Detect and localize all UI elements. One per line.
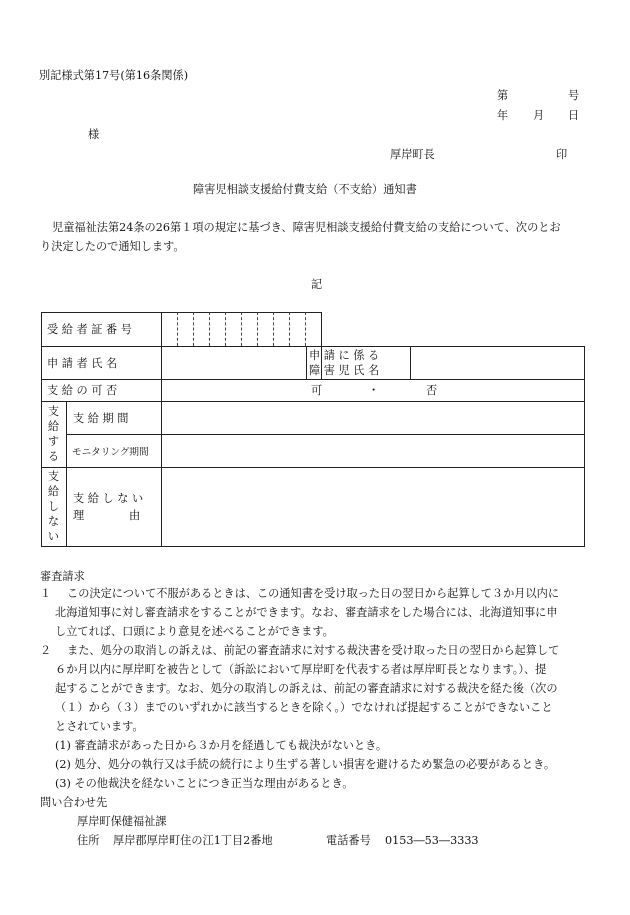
contact-heading: 問い合わせ先 — [40, 796, 108, 809]
review-item-2-line-5: とされています。 — [55, 720, 144, 733]
related-child-label-line-2: 障 害 児 氏 名 — [309, 364, 380, 377]
nopay-group-char-3: し — [47, 500, 60, 513]
form-label: 別記様式第17号(第16条関係) — [39, 69, 189, 82]
review-item-2-line-4: （１）から（３）までのいずれかに該当するときを除く。）でなければ提起することができないこと — [55, 701, 553, 714]
intro-line-2: り決定したので通知します。 — [40, 240, 185, 253]
review-heading: 審査請求 — [40, 570, 85, 583]
nopay-reason-label-line-1: 支 給 し な い — [73, 491, 144, 505]
nopay-reason-label-line-2: 理 由 — [73, 508, 141, 522]
pay-group-char-2: 給 — [47, 420, 60, 433]
review-item-2 — [40, 641, 600, 736]
review-item-2-line-3: 起することができます。なお、処分の取消しの訴えは、前記の審査請求に対する裁決を経た後（次の — [55, 682, 558, 695]
date-year: 年 — [497, 109, 509, 122]
sub-item-1: (1) 審査請求があった日から３か月を経過しても裁決がないとき。 — [55, 739, 388, 752]
review-item-1 — [40, 584, 600, 641]
ki-mark: 記 — [311, 278, 323, 291]
nopay-reason-label — [73, 467, 159, 546]
review-item-2-line-2: ６か月以内に厚岸町を被告として（訴訟において厚岸町を代表する者は厚岸町長となります。）、提 — [55, 663, 547, 676]
decision-no: 否 — [426, 384, 438, 397]
addressee-suffix: 様 — [88, 128, 100, 141]
issuer-seal: 印 — [556, 148, 568, 161]
review-item-2-line-1: また、処分の取消しの訴えは、前記の審査請求に対する裁決書を受け取った日の翌日から起算して — [67, 644, 560, 657]
applicant-name-label: 申 請 者 氏 名 — [47, 356, 118, 370]
nopay-group-char-2: 給 — [47, 485, 60, 498]
date-month: 月 — [533, 109, 545, 122]
decision-yes: 可 — [311, 384, 323, 397]
issuer-name: 厚岸町長 — [390, 148, 435, 161]
sub-item-3: (3) その他裁決を経ないことにつき正当な理由があるとき。 — [55, 777, 354, 790]
pay-group-char-3: す — [47, 435, 60, 448]
pay-group-char-1: 支 — [47, 405, 60, 418]
contact-department: 厚岸町保健福祉課 — [77, 815, 167, 828]
pay-period-label: 支 給 期 間 — [73, 411, 129, 425]
date-day: 日 — [568, 109, 580, 122]
nopay-group-label — [41, 467, 66, 546]
monitoring-period-label: モニタリング期間 — [72, 446, 149, 458]
sub-item-2: (2) 処分、処分の執行又は手続の続行により生ずる著しい損害を避けるため緊急の必要があるとき。 — [55, 758, 556, 771]
review-item-1-line-1: この決定について不服があるときは、この通知書を受け取った日の翌日から起算して３か月以内に — [67, 587, 560, 600]
decision-dot: ・ — [368, 384, 380, 397]
related-child-label-line-1: 申 請 に 係 る — [309, 349, 380, 362]
intro-line-1: 児童福祉法第24条の26第１項の規定に基づき、障害児相談支援給付費支給の支給について、次のとお — [52, 221, 561, 234]
decision-label: 支 給 の 可 否 — [47, 384, 118, 397]
related-child-label — [309, 347, 409, 379]
contact-address-label: 住所 — [77, 834, 100, 847]
review-item-1-line-2: 北海道知事に対し審査請求をすることができます。なお、審査請求をした場合には、北海道知事に申 — [55, 606, 558, 619]
review-item-2-number: ２ — [40, 644, 52, 657]
sub-items — [55, 736, 605, 793]
recipient-number-label: 受 給 者 証 番 号 — [47, 323, 132, 336]
contact-address: 厚岸郡厚岸町住の江1丁目2番地 — [113, 834, 273, 847]
pay-group-label — [41, 401, 66, 467]
doc-number-dai: 第 — [497, 89, 509, 102]
contact-phone: 0153―53―3333 — [385, 834, 479, 847]
intro-paragraph — [40, 218, 600, 256]
nopay-group-char-1: 支 — [47, 470, 60, 483]
review-item-1-line-3: し立てれば、口頭により意見を述べることができます。 — [55, 625, 334, 638]
notification-table — [41, 312, 585, 547]
review-item-1-number: １ — [40, 587, 52, 600]
contact-phone-label: 電話番号 — [326, 834, 371, 847]
nopay-group-char-5: い — [47, 530, 60, 543]
doc-number-go: 号 — [568, 89, 580, 102]
nopay-group-char-4: な — [47, 515, 60, 528]
pay-group-char-4: る — [47, 450, 60, 463]
document-title: 障害児相談支援給付費支給（不支給）通知書 — [193, 183, 417, 196]
